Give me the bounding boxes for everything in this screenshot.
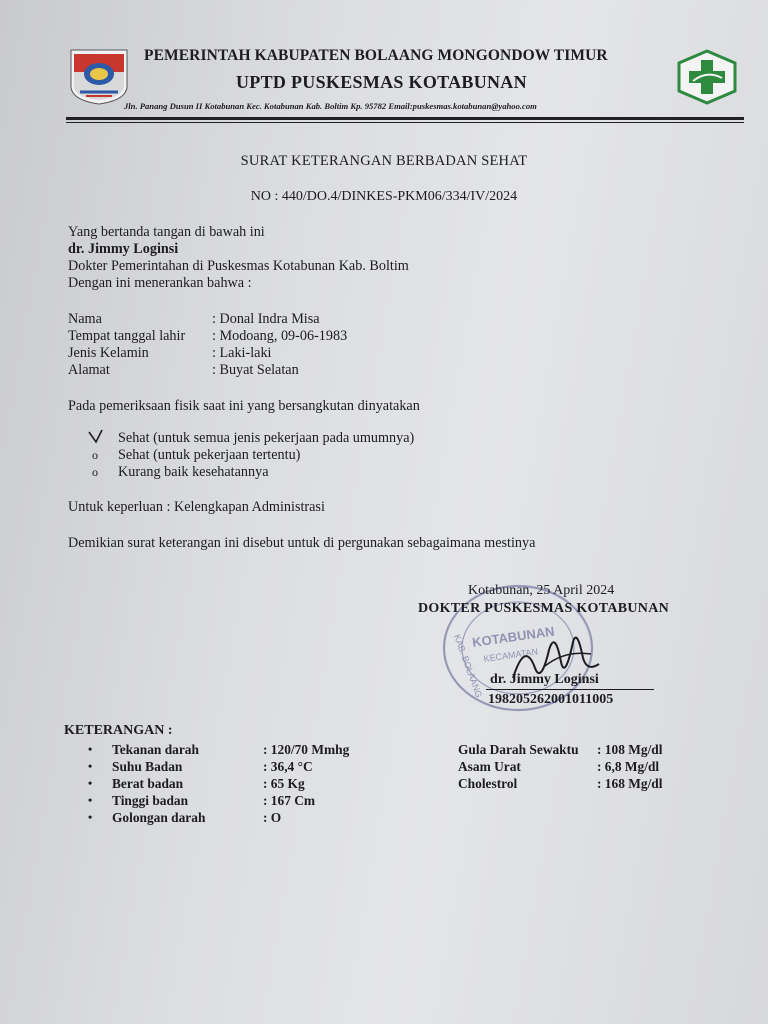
note-label-height: Tinggi badan xyxy=(112,793,189,808)
document-title: SURAT KETERANGAN BERBADAN SEHAT xyxy=(240,153,528,169)
intro-line: Yang bertanda tangan di bawah ini xyxy=(68,224,265,240)
note-value-temperature: : 36,4 °C xyxy=(263,759,313,774)
option-healthy-specific: Sehat (untuk pekerjaan tertentu) xyxy=(118,447,301,463)
note-value-blood-sugar: : 108 Mg/dl xyxy=(597,742,663,757)
field-label-birth: Tempat tanggal lahir xyxy=(68,328,186,344)
notes-bullet: • xyxy=(88,810,93,824)
signature-position: DOKTER PUSKESMAS KOTABUNAN xyxy=(418,601,670,616)
svg-text:KOTABUNAN: KOTABUNAN xyxy=(471,623,556,650)
svg-text:KECAMATAN: KECAMATAN xyxy=(483,646,539,664)
option-healthy-general: Sehat (untuk semua jenis pekerjaan pada umumnya) xyxy=(118,430,415,446)
letterhead-thin-rule xyxy=(66,122,744,123)
note-value-blood-type: : O xyxy=(263,810,282,825)
letterhead-institution: UPTD PUSKESMAS KOTABUNAN xyxy=(236,72,527,92)
note-label-weight: Berat badan xyxy=(112,776,184,791)
notes-bullet: • xyxy=(88,759,93,773)
letterhead-thick-rule xyxy=(66,117,744,120)
note-value-height: : 167 Cm xyxy=(263,793,316,808)
note-label-blood-pressure: Tekanan darah xyxy=(112,742,199,757)
option-bullet: o xyxy=(92,465,98,479)
note-value-uric-acid: : 6,8 Mg/dl xyxy=(597,759,660,774)
field-value-birth: : Modoang, 09-06-1983 xyxy=(212,328,348,344)
field-value-name: : Donal Indra Misa xyxy=(212,311,320,327)
note-value-blood-pressure: : 120/70 Mmhg xyxy=(263,742,350,757)
checkmark-icon xyxy=(88,428,106,444)
document-number: NO : 440/DO.4/DINKES-PKM06/334/IV/2024 xyxy=(250,189,518,204)
puskesmas-logo-icon xyxy=(676,48,738,106)
exam-statement: Pada pemeriksaan fisik saat ini yang bersangkutan dinyatakan xyxy=(68,398,420,414)
note-value-cholesterol: : 168 Mg/dl xyxy=(597,776,663,791)
regency-logo-icon xyxy=(68,46,130,106)
signature-place-date: Kotabunan, 25 April 2024 xyxy=(468,583,615,598)
field-value-address: : Buyat Selatan xyxy=(212,362,299,378)
signatory-name: dr. Jimmy Loginsi xyxy=(490,672,599,687)
note-value-weight: : 65 Kg xyxy=(263,776,305,791)
letterhead-government: PEMERINTAH KABUPATEN BOLAANG MONGONDOW TIMUR xyxy=(144,47,608,64)
doctor-role: Dokter Pemerintahan di Puskesmas Kotabunan Kab. Boltim xyxy=(68,258,409,274)
option-less-healthy: Kurang baik kesehatannya xyxy=(118,464,269,480)
field-label-address: Alamat xyxy=(68,362,110,378)
doctor-name: dr. Jimmy Loginsi xyxy=(68,241,179,257)
letterhead-address: Jln. Panang Dusun II Kotabunan Kec. Kotabunan Kab. Boltim Kp. 95782 Email:puskesmas.kotabunan@yahoo.com xyxy=(124,101,537,111)
svg-text:KAB. BOLAANG: KAB. BOLAANG xyxy=(451,632,485,699)
signatory-nip: 198205262001011005 xyxy=(488,692,614,707)
purpose-line: Untuk keperluan : Kelengkapan Administrasi xyxy=(68,499,325,515)
notes-bullet: • xyxy=(88,776,93,790)
option-bullet: o xyxy=(92,448,98,462)
notes-bullet: • xyxy=(88,742,93,756)
notes-title: KETERANGAN : xyxy=(64,723,173,738)
closing-line: Demikian surat keterangan ini disebut untuk di pergunakan sebagaimana mestinya xyxy=(68,535,536,551)
note-label-temperature: Suhu Badan xyxy=(112,759,183,774)
note-label-uric-acid: Asam Urat xyxy=(458,759,521,774)
field-label-name: Nama xyxy=(68,311,102,327)
note-label-cholesterol: Cholestrol xyxy=(458,776,518,791)
signature-underline xyxy=(486,689,654,690)
note-label-blood-sugar: Gula Darah Sewaktu xyxy=(458,742,579,757)
field-label-gender: Jenis Kelamin xyxy=(68,345,149,361)
notes-bullet: • xyxy=(88,793,93,807)
statement-lead: Dengan ini menerankan bahwa : xyxy=(68,275,252,291)
note-label-blood-type: Golongan darah xyxy=(112,810,206,825)
field-value-gender: : Laki-laki xyxy=(212,345,272,361)
